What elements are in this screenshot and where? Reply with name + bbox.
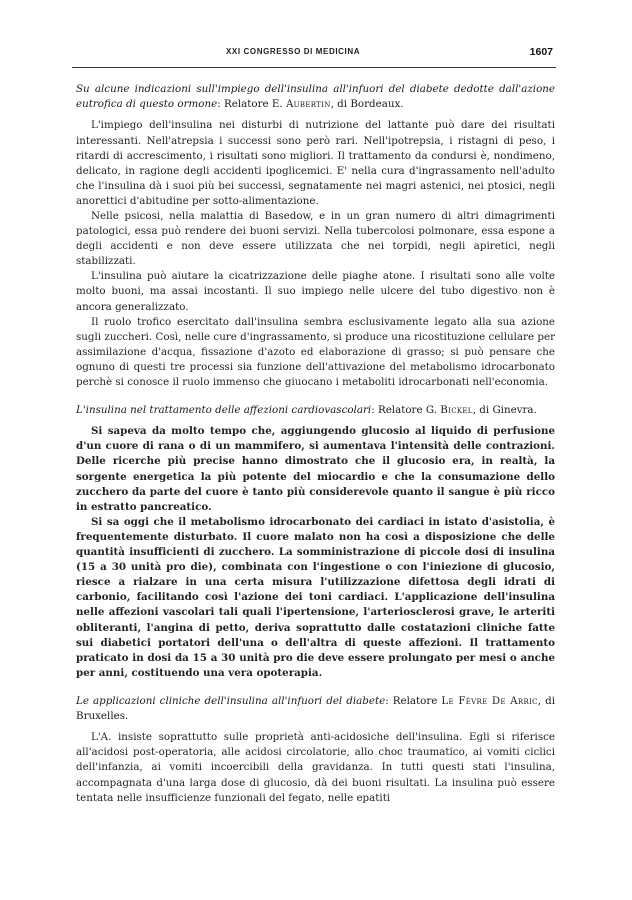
speaker-name: Bickel (440, 404, 473, 417)
section-gap (76, 681, 555, 694)
header-rule (72, 67, 556, 68)
paragraph: Si sa oggi che il metabolismo idrocarbonato dei cardiaci in istato d'asistolia, è frequentemente disturbato. Il cuore malato non ha così a disposizione che delle quantità insufficienti di zucchero. La somministrazione di piccole dosi di insulina (15 a 30 unità pro die), combinata con l'ingestione o con l'iniezione di glucosio, riesce a rialzare in una certa misura l'utilizzazione difettosa degli idrati di carbonio, facilitando così l'azione dei toni cardiaci. L'applicazione dell'insulina nelle affezioni vascolari tali quali l'ipertensione, l'arteriosclerosi grave, le arteriti obliteranti, l'angina di petto, deriva soprattutto dalle costatazioni cliniche fatte sui diabetici portatori dell'una o dell'altra di queste affezioni. Il trattamento praticato in dosi da 15 a 30 unità pro die deve essere prolungato per mesi o anche per anni, costituendo una vera opoterapia. (76, 515, 555, 679)
speaker-name: Le Fèvre De Arric (441, 694, 538, 707)
section-heading (76, 403, 555, 418)
paragraph: Il ruolo trofico esercitato dall'insulina sembra esclusivamente legato alla sua azione sugli zuccheri. Così, nelle cure d'ingrassamento, si produce una ricostituzione cellulare per assimilazione d'acqua, fissazione d'azoto ed elaborazione di grasso; si può pensare che ognuno di questi tre processi sia funzione dell'attivazione del metabolismo idrocarbonato perchè si conosce il ruolo immenso che giuocano i metaboliti idrocarbonati nell'economia. (76, 315, 555, 388)
heading-tail: , di Ginevra. (472, 404, 537, 417)
section-aubertin (76, 82, 555, 390)
speaker-name: Aubertin (285, 98, 331, 111)
heading-title: Su alcune indicazioni sull'impiego dell'insulina all'infuori del diabete dedotte dall'azione eutrofica di questo ormone (76, 83, 555, 111)
paragraph: L'impiego dell'insulina nei disturbi di nutrizione del lattante può dare dei risultati interessanti. Nell'atrepsia i successi sono però rari. Nell'ipotrepsia, i ristagni di peso, i ritardi di accrescimento, i risultati sono migliori. Il trattamento da condursi è, nondimeno, delicato, in ragione degli accidenti ipoglicemici. E' nella cura d'ingrassamento nell'adulto che l'insulina dà i suoi più bei successi, segnatamente nei magri astenici, nei ptosici, negli anorettici d'abitudine per sotto-alimentazione. (76, 119, 555, 207)
paragraph: L'insulina può aiutare la cicatrizzazione delle piaghe atone. I risultati sono alle volte molto buoni, ma assai incostanti. Il suo impiego nelle ulcere del tubo digestivo non è ancora generalizzato. (76, 270, 555, 313)
paragraph: Si sapeva da molto tempo che, aggiungendo glucosio al liquido di perfusione d'un cuore di rana o di un mammifero, si aumentava l'intensità delle contrazioni. Delle ricerche più precise hanno dimostrato che il glucosio era, in realtà, la sorgente energetica la più potente del miocardio e che la consumazione dello zucchero da parte del cuore è tanto più considerevole quanto il sangue è più ricco in estratto pancreatico. (76, 425, 555, 513)
heading-title: Le applicazioni cliniche dell'insulina all'infuori del diabete (76, 694, 386, 707)
heading-tail: , di Bruxelles. (76, 694, 555, 723)
section-heading (76, 82, 555, 112)
heading-sep: : Relatore G. (371, 404, 441, 417)
paragraph: L'A. insiste soprattutto sulle proprietà anti-acidosiche dell'insulina. Egli si riferisce all'acidosi post-operatoria, alle acidosi circolatorie, allo choc traumatico, ai vomiti ciclici dell'infanzia, ai vomiti incoercibili della gravidanza. In tutti questi stati l'insulina, accompagnata d'una larga dose di glucosio, dà dei buoni risultati. La insulina può essere tentata nelle insufficienze funzionali del fegato, nelle epatiti (76, 731, 555, 804)
heading-sep: : Relatore (385, 694, 442, 707)
heading-tail: , di Bordeaux. (330, 98, 404, 111)
running-title: XXI CONGRESSO DI MEDICINA (226, 47, 361, 56)
heading-title: L'insulina nel trattamento delle affezioni cardiovascolari (76, 404, 372, 417)
document-body (76, 82, 555, 806)
page-number: 1607 (529, 46, 553, 58)
section-heading (76, 694, 555, 724)
section-bickel (76, 403, 555, 681)
paragraph: Nelle psicosi, nella malattia di Basedow, e in un gran numero di altri dimagrimenti patologici, essa può rendere dei buoni servizi. Nella tubercolosi polmonare, essa espone a degli accidenti e non deve essere utilizzata che nei torpidi, negli apiretici, negli stabilizzati. (76, 209, 555, 268)
heading-sep: : Relatore E. (217, 98, 286, 111)
section-gap (76, 390, 555, 403)
section-le-fevre (76, 694, 555, 806)
running-header (76, 47, 553, 61)
